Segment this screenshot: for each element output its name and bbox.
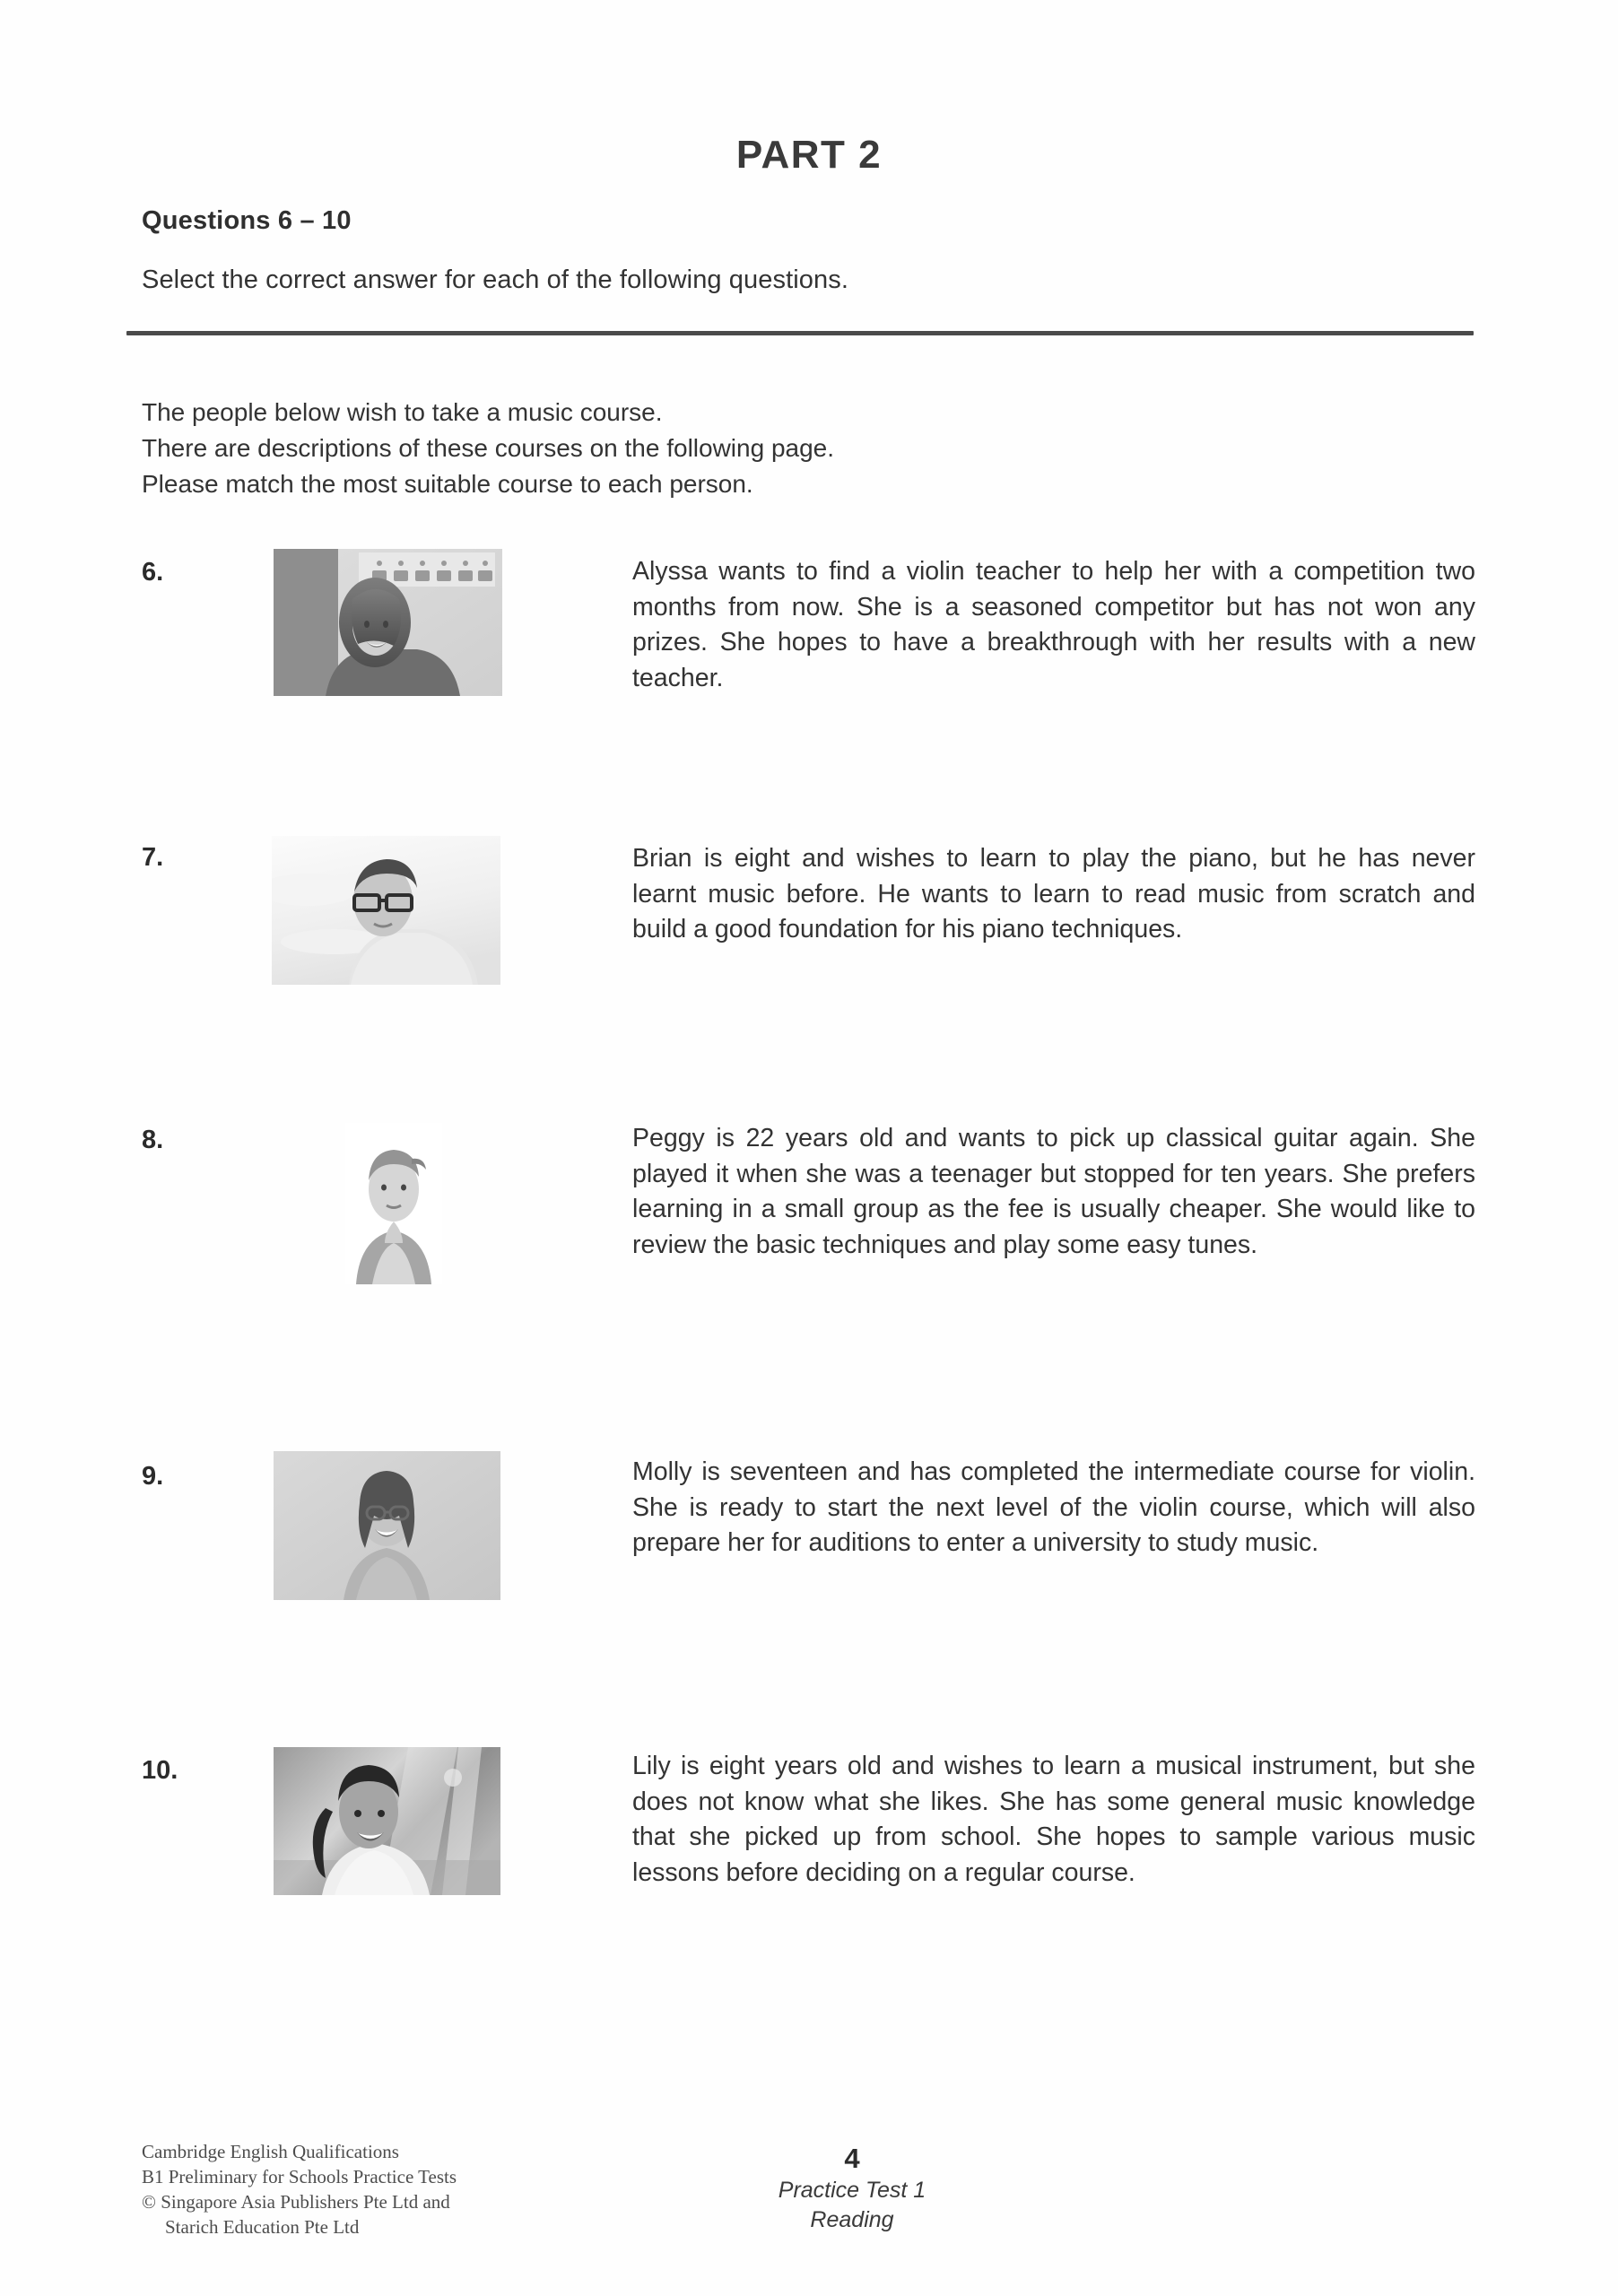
intro-line-3: Please match the most suitable course to each person. <box>142 470 753 498</box>
photo-q8-illustration <box>345 1123 442 1284</box>
intro-paragraph <box>142 395 834 502</box>
footer-line-series: B1 Preliminary for Schools Practice Tests <box>142 2166 457 2187</box>
footer-section-name: Reading <box>810 2207 894 2232</box>
page-title: PART 2 <box>735 133 883 177</box>
footer-line-qualifications: Cambridge English Qualifications <box>142 2141 399 2162</box>
person-photo <box>274 1747 500 1895</box>
horizontal-rule-divider <box>126 331 1474 335</box>
instruction-text: Select the correct answer for each of the following questions. <box>142 265 849 294</box>
footer-page-block <box>691 2142 1013 2235</box>
footer-copyright-block <box>142 2139 457 2239</box>
photo-q7-illustration <box>272 836 500 985</box>
question-number: 8. <box>142 1126 164 1154</box>
page-number: 4 <box>844 2143 860 2174</box>
intro-line-2: There are descriptions of these courses on the following page. <box>142 434 835 462</box>
intro-line-1: The people below wish to take a music course. <box>142 398 663 426</box>
person-photo <box>272 836 500 985</box>
question-number: 7. <box>142 843 164 872</box>
questions-range-heading: Questions 6 – 10 <box>142 206 352 235</box>
question-text: Molly is seventeen and has completed the intermediate course for violin. She is ready to start the next level of the violin course, which will also prepare her for auditions to enter a university to study music. <box>632 1457 1475 1557</box>
footer-test-name: Practice Test 1 <box>778 2178 926 2203</box>
footer-line-publisher-2: Starich Education Pte Ltd <box>165 2216 360 2238</box>
question-text: Lily is eight years old and wishes to learn a musical instrument, but she does not know what she likes. She has some general music knowledge that she picked up from school. She hopes to sample various music lessons before deciding on a regular course. <box>632 1752 1475 1887</box>
question-text: Alyssa wants to find a violin teacher to help her with a competition two months from now. She is a seasoned competitor but has not won any prizes. She hopes to have a breakthrough with her results with a new teacher. <box>632 557 1475 692</box>
question-number: 9. <box>142 1462 164 1491</box>
person-photo <box>345 1123 442 1284</box>
footer-line-publisher: © Singapore Asia Publishers Pte Ltd and <box>142 2191 450 2213</box>
person-photo <box>274 549 502 696</box>
photo-q9-illustration <box>274 1451 500 1600</box>
question-text: Brian is eight and wishes to learn to play the piano, but he has never learnt music before. He wants to learn to read music from scratch and build a good foundation for his piano techniques. <box>632 844 1475 944</box>
photo-q6-illustration <box>274 549 502 696</box>
photo-q10-illustration <box>274 1747 500 1895</box>
question-number: 6. <box>142 558 164 587</box>
question-text: Peggy is 22 years old and wants to pick up classical guitar again. She played it when she was a teenager but stopped for ten years. She prefers learning in a small group as the fee is usually cheaper. She would like to review the basic techniques and play some easy tunes. <box>632 1124 1475 1259</box>
question-number: 10. <box>142 1756 178 1785</box>
person-photo <box>274 1451 500 1600</box>
